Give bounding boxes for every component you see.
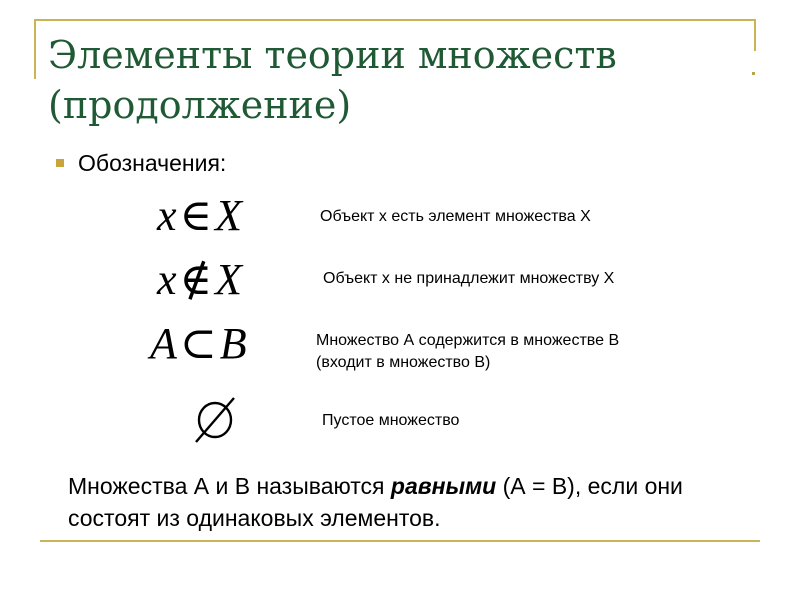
notation-subset	[150, 319, 247, 368]
bullet-square-icon	[56, 159, 64, 167]
notation-description-empty-set: Пустое множество	[322, 412, 460, 429]
bullet-item	[56, 148, 226, 178]
bullet-label: Обозначения:	[78, 149, 227, 176]
notation-not-element-of	[157, 255, 242, 304]
definition-text-after: (А = В), если они состоят из одинаковых элементов.	[68, 473, 683, 531]
notation-description-subset	[316, 330, 619, 374]
definition-text-before: Множества А и В называются	[68, 473, 391, 499]
frame-top-line	[34, 19, 756, 21]
notation-right-variable: X	[215, 255, 242, 304]
notation-description-not-element-of: Объект x не принадлежит множеству X	[323, 270, 615, 287]
notation-description-subset-line1: Множество А содержится в множестве В	[316, 332, 620, 349]
empty-set-icon	[190, 396, 240, 444]
slide-title	[48, 30, 748, 130]
element-of-operator: ∈	[179, 191, 213, 240]
frame-dot	[752, 72, 755, 75]
subset-operator: ⊂	[179, 319, 217, 368]
slide-title-line2: (продолжение)	[48, 83, 352, 127]
not-element-of-operator: ∉	[179, 255, 213, 304]
frame-right-line	[754, 19, 756, 51]
notation-left-variable: x	[157, 255, 177, 304]
definition-emphasis: равными	[390, 473, 497, 499]
frame-bottom-line	[40, 540, 760, 542]
slide-title-line1: Элементы теории множеств	[48, 33, 617, 77]
notation-right-variable: B	[219, 319, 247, 368]
notation-description-subset-line2: (входит в множество В)	[316, 354, 491, 371]
notation-left-variable: x	[157, 191, 177, 240]
notation-element-of	[157, 191, 242, 240]
definition-equal-sets	[68, 470, 748, 534]
notation-left-variable: A	[150, 319, 177, 368]
notation-right-variable: X	[215, 191, 242, 240]
frame-left-line	[34, 19, 36, 79]
notation-description-element-of: Объект x есть элемент множества X	[320, 208, 591, 225]
